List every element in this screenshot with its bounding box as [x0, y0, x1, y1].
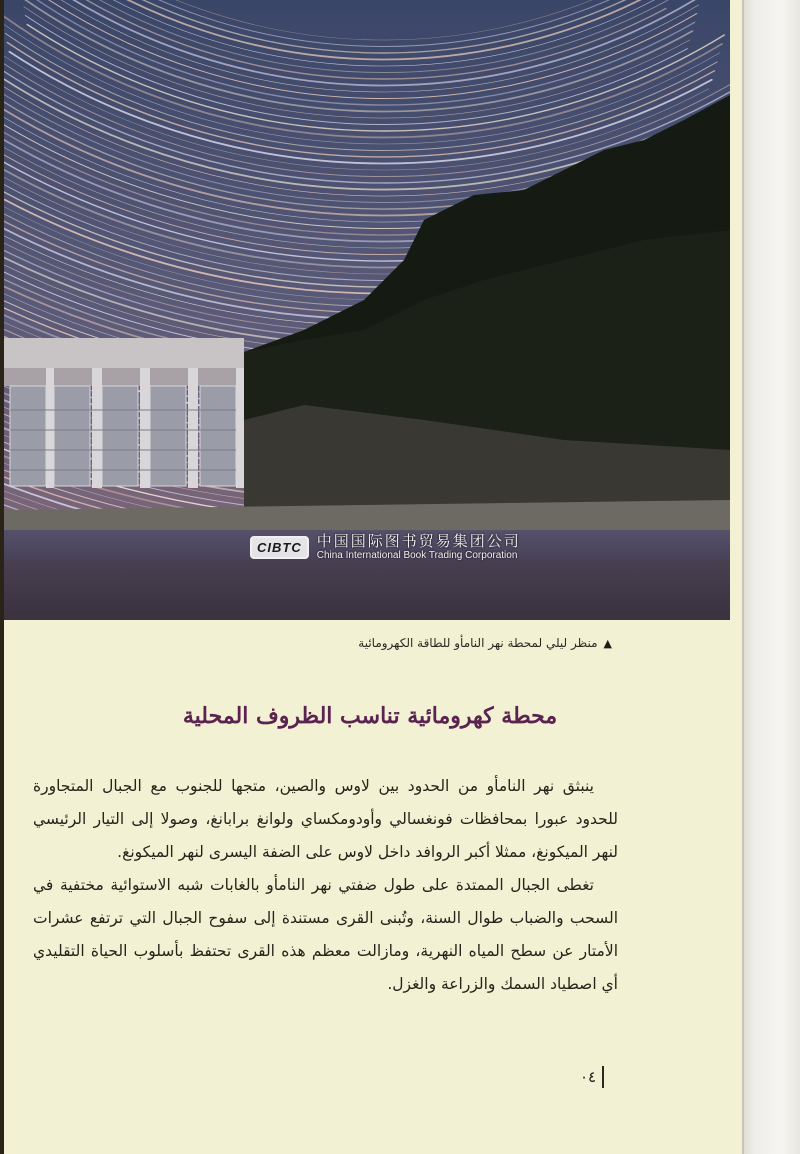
watermark-chinese: 中国国际图书贸易集团公司	[316, 532, 521, 551]
page-fold-shadow	[742, 0, 800, 1154]
watermark-english: China International Book Trading Corporation	[316, 549, 518, 561]
article-body	[33, 770, 618, 1001]
caption-text: منظر ليلي لمحطة نهر النامأو للطاقة الكهرومائية	[358, 636, 598, 650]
page-number: ٠٤	[580, 1068, 597, 1086]
section-heading: محطة كهرومائية تناسب الظروف المحلية	[182, 703, 558, 729]
photo-caption	[92, 636, 612, 650]
page-footer	[580, 1066, 604, 1088]
watermark	[250, 527, 580, 567]
paragraph: تغطى الجبال الممتدة على طول ضفتي نهر النامأو بالغابات شبه الاستوائية مختفية في السحب والضباب طوال السنة، وتُبنى القرى مستندة إلى سفوح الجبال التي ترتفع عشرات الأمتار عن سطح المياه النهرية، ومازالت معظم هذه القرى تحتفظ بأسلوب الحياة التقليدي أي اصطياد السمك والزراعة والغزل.	[33, 876, 618, 993]
footer-divider	[602, 1066, 604, 1088]
triangle-up-icon: ▲	[603, 636, 612, 650]
paragraph: ينبثق نهر النامأو من الحدود بين لاوس والصين، متجها للجنوب مع الجبال المتجاورة للحدود عبورا بمحافظات فونغسالي وأودومكساي ولوانغ برابانغ، وصولا إلى التيار الرئيسي لنهر الميكونغ، ممثلا أكبر الروافد داخل لاوس على الضفة اليسرى لنهر الميكونغ.	[33, 777, 618, 861]
watermark-logo: CIBTC	[250, 536, 309, 559]
